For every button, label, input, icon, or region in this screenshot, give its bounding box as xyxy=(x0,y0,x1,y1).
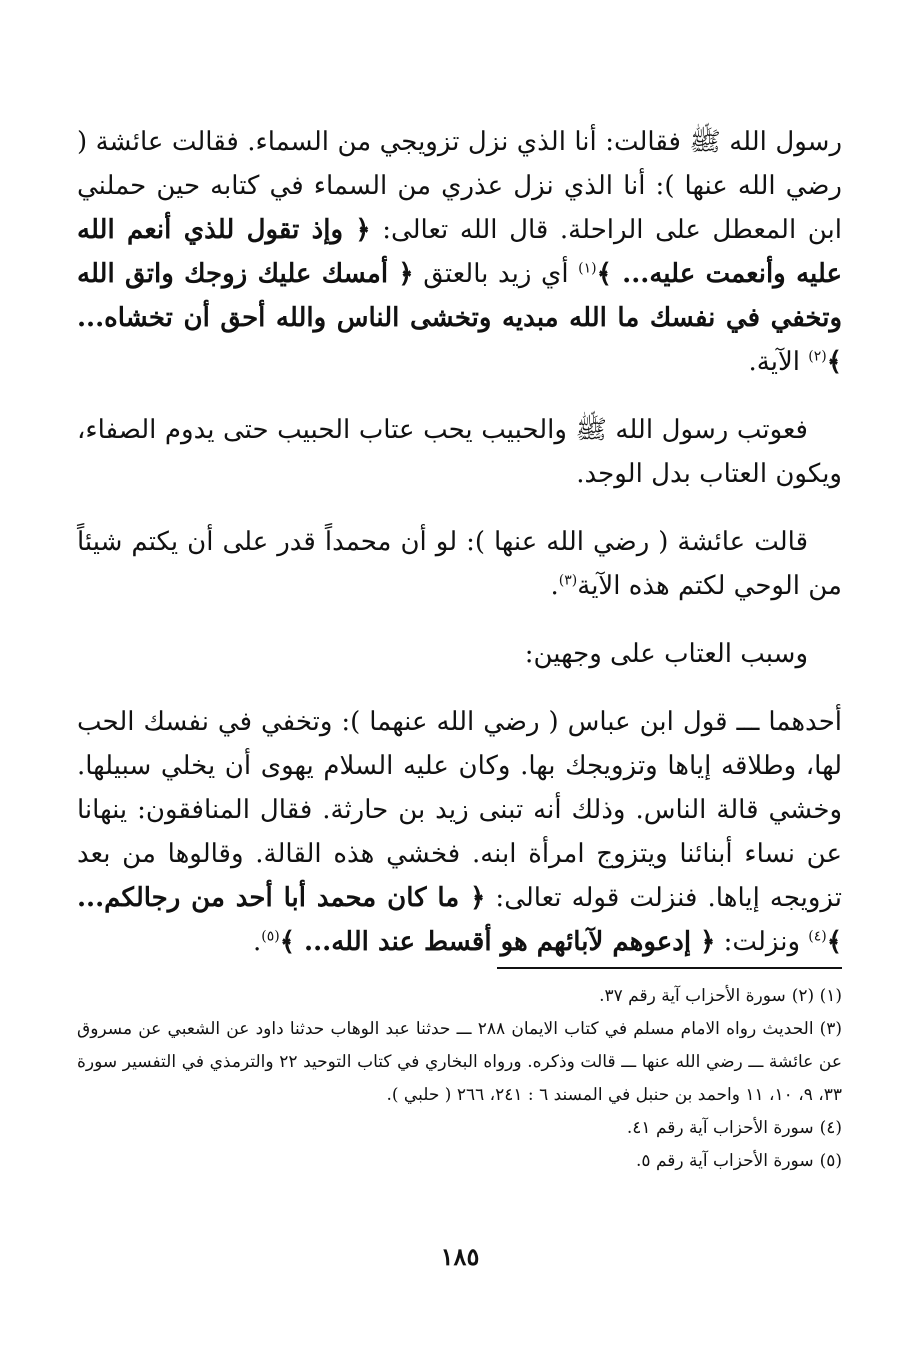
footnotes xyxy=(77,980,842,1178)
text-run: ونزلت: xyxy=(715,927,809,957)
footnote-ref: (٥) xyxy=(261,928,280,945)
quran-verse: ﴿ وإذ تقول للذي أنعم الله عليه وأنعمت عليه... ﴾ xyxy=(77,215,842,289)
footnote-text: سورة الأحزاب آية رقم ٥. xyxy=(636,1151,814,1171)
quran-verse: ﴿ إدعوهم لآبائهم هو أقسط عند الله... ﴾ xyxy=(279,927,716,957)
footnote-text: سورة الأحزاب آية رقم ٣٧. xyxy=(599,986,786,1006)
paragraph xyxy=(77,120,842,384)
page-number: ١٨٥ xyxy=(440,1242,480,1271)
text-run: . xyxy=(253,927,262,957)
footnote-ref: (٤) xyxy=(808,928,827,945)
main-text xyxy=(77,120,842,988)
footnote-divider xyxy=(497,967,842,969)
footnote xyxy=(77,980,842,1013)
footnote xyxy=(77,1013,842,1112)
quran-verse: ﴿ ما كان محمد أبا أحد من رجالكم... ﴾ xyxy=(77,883,842,957)
text-run: رسول الله ﷺ فقالت: أنا الذي نزل تزويجي من السماء. فقالت عائشة ( رضي الله عنها ): أنا الذي نزل عذري من السماء في كتابه حين حملني ابن المعطل على الراحلة. قال الله تعالى: xyxy=(77,127,842,245)
footnote-number: (١) (٢) xyxy=(791,986,842,1006)
footnote-text: الحديث رواه الامام مسلم في كتاب الايمان ٢٨٨ ـــ حدثنا عبد الوهاب حدثنا داود عن الشعبي عن مسروق عن عائشة ـــ رضي الله عنها ـــ قالت وذكره. ورواه البخاري في كتاب التوحيد ٢٢ والترمذي في التفسير سورة ٣٣، ٩، ١٠، ١١ واحمد بن حنبل في المسند ٦ : ٢٤١، ٢٦٦ ( حلبي ). xyxy=(77,1019,842,1105)
paragraph xyxy=(77,700,842,964)
footnote-ref: (٢) xyxy=(808,348,827,365)
text-run: وسبب العتاب على وجهين: xyxy=(524,639,808,669)
footnote-number: (٤) xyxy=(819,1118,842,1138)
footnote xyxy=(77,1112,842,1145)
paragraph xyxy=(77,632,842,676)
footnote-number: (٣) xyxy=(819,1019,842,1039)
text-run: قالت عائشة ( رضي الله عنها ): لو أن محمداً قدر على أن يكتم شيئاً من الوحي لكتم هذه الآية xyxy=(77,527,842,601)
footnote-text: سورة الأحزاب آية رقم ٤١. xyxy=(626,1118,814,1138)
footnote-ref: (١) xyxy=(578,260,597,277)
text-run: الآية. xyxy=(748,347,809,377)
paragraph xyxy=(77,520,842,608)
text-run: أي زيد بالعتق xyxy=(413,259,579,289)
footnote xyxy=(77,1145,842,1178)
footnote-number: (٥) xyxy=(819,1151,842,1171)
paragraph xyxy=(77,408,842,496)
quran-verse: ﴿ أمسك عليك زوجك واتق الله وتخفي في نفسك ما الله مبديه وتخشى الناس والله أحق أن تخشاه... ﴾ xyxy=(77,259,842,377)
text-run: أحدهما ـــ قول ابن عباس ( رضي الله عنهما ): وتخفي في نفسك الحب لها، وطلاقه إياها وتزويجك بها. وكان عليه السلام يهوى أن يخلي سبيلها. وخشي قالة الناس. وذلك أنه تبنى زيد بن حارثة. فقال المنافقون: ينهانا عن نساء أبنائنا ويتزوج امرأة ابنه. فخشي هذه القالة. وقالوها من بعد تزويجه إياها. فنزلت قوله تعالى: xyxy=(77,707,843,913)
text-run: . xyxy=(550,571,559,601)
footnote-ref: (٣) xyxy=(558,572,578,589)
text-run: فعوتب رسول الله ﷺ والحبيب يحب عتاب الحبيب حتى يدوم الصفاء، ويكون العتاب بدل الوجد. xyxy=(77,415,842,489)
